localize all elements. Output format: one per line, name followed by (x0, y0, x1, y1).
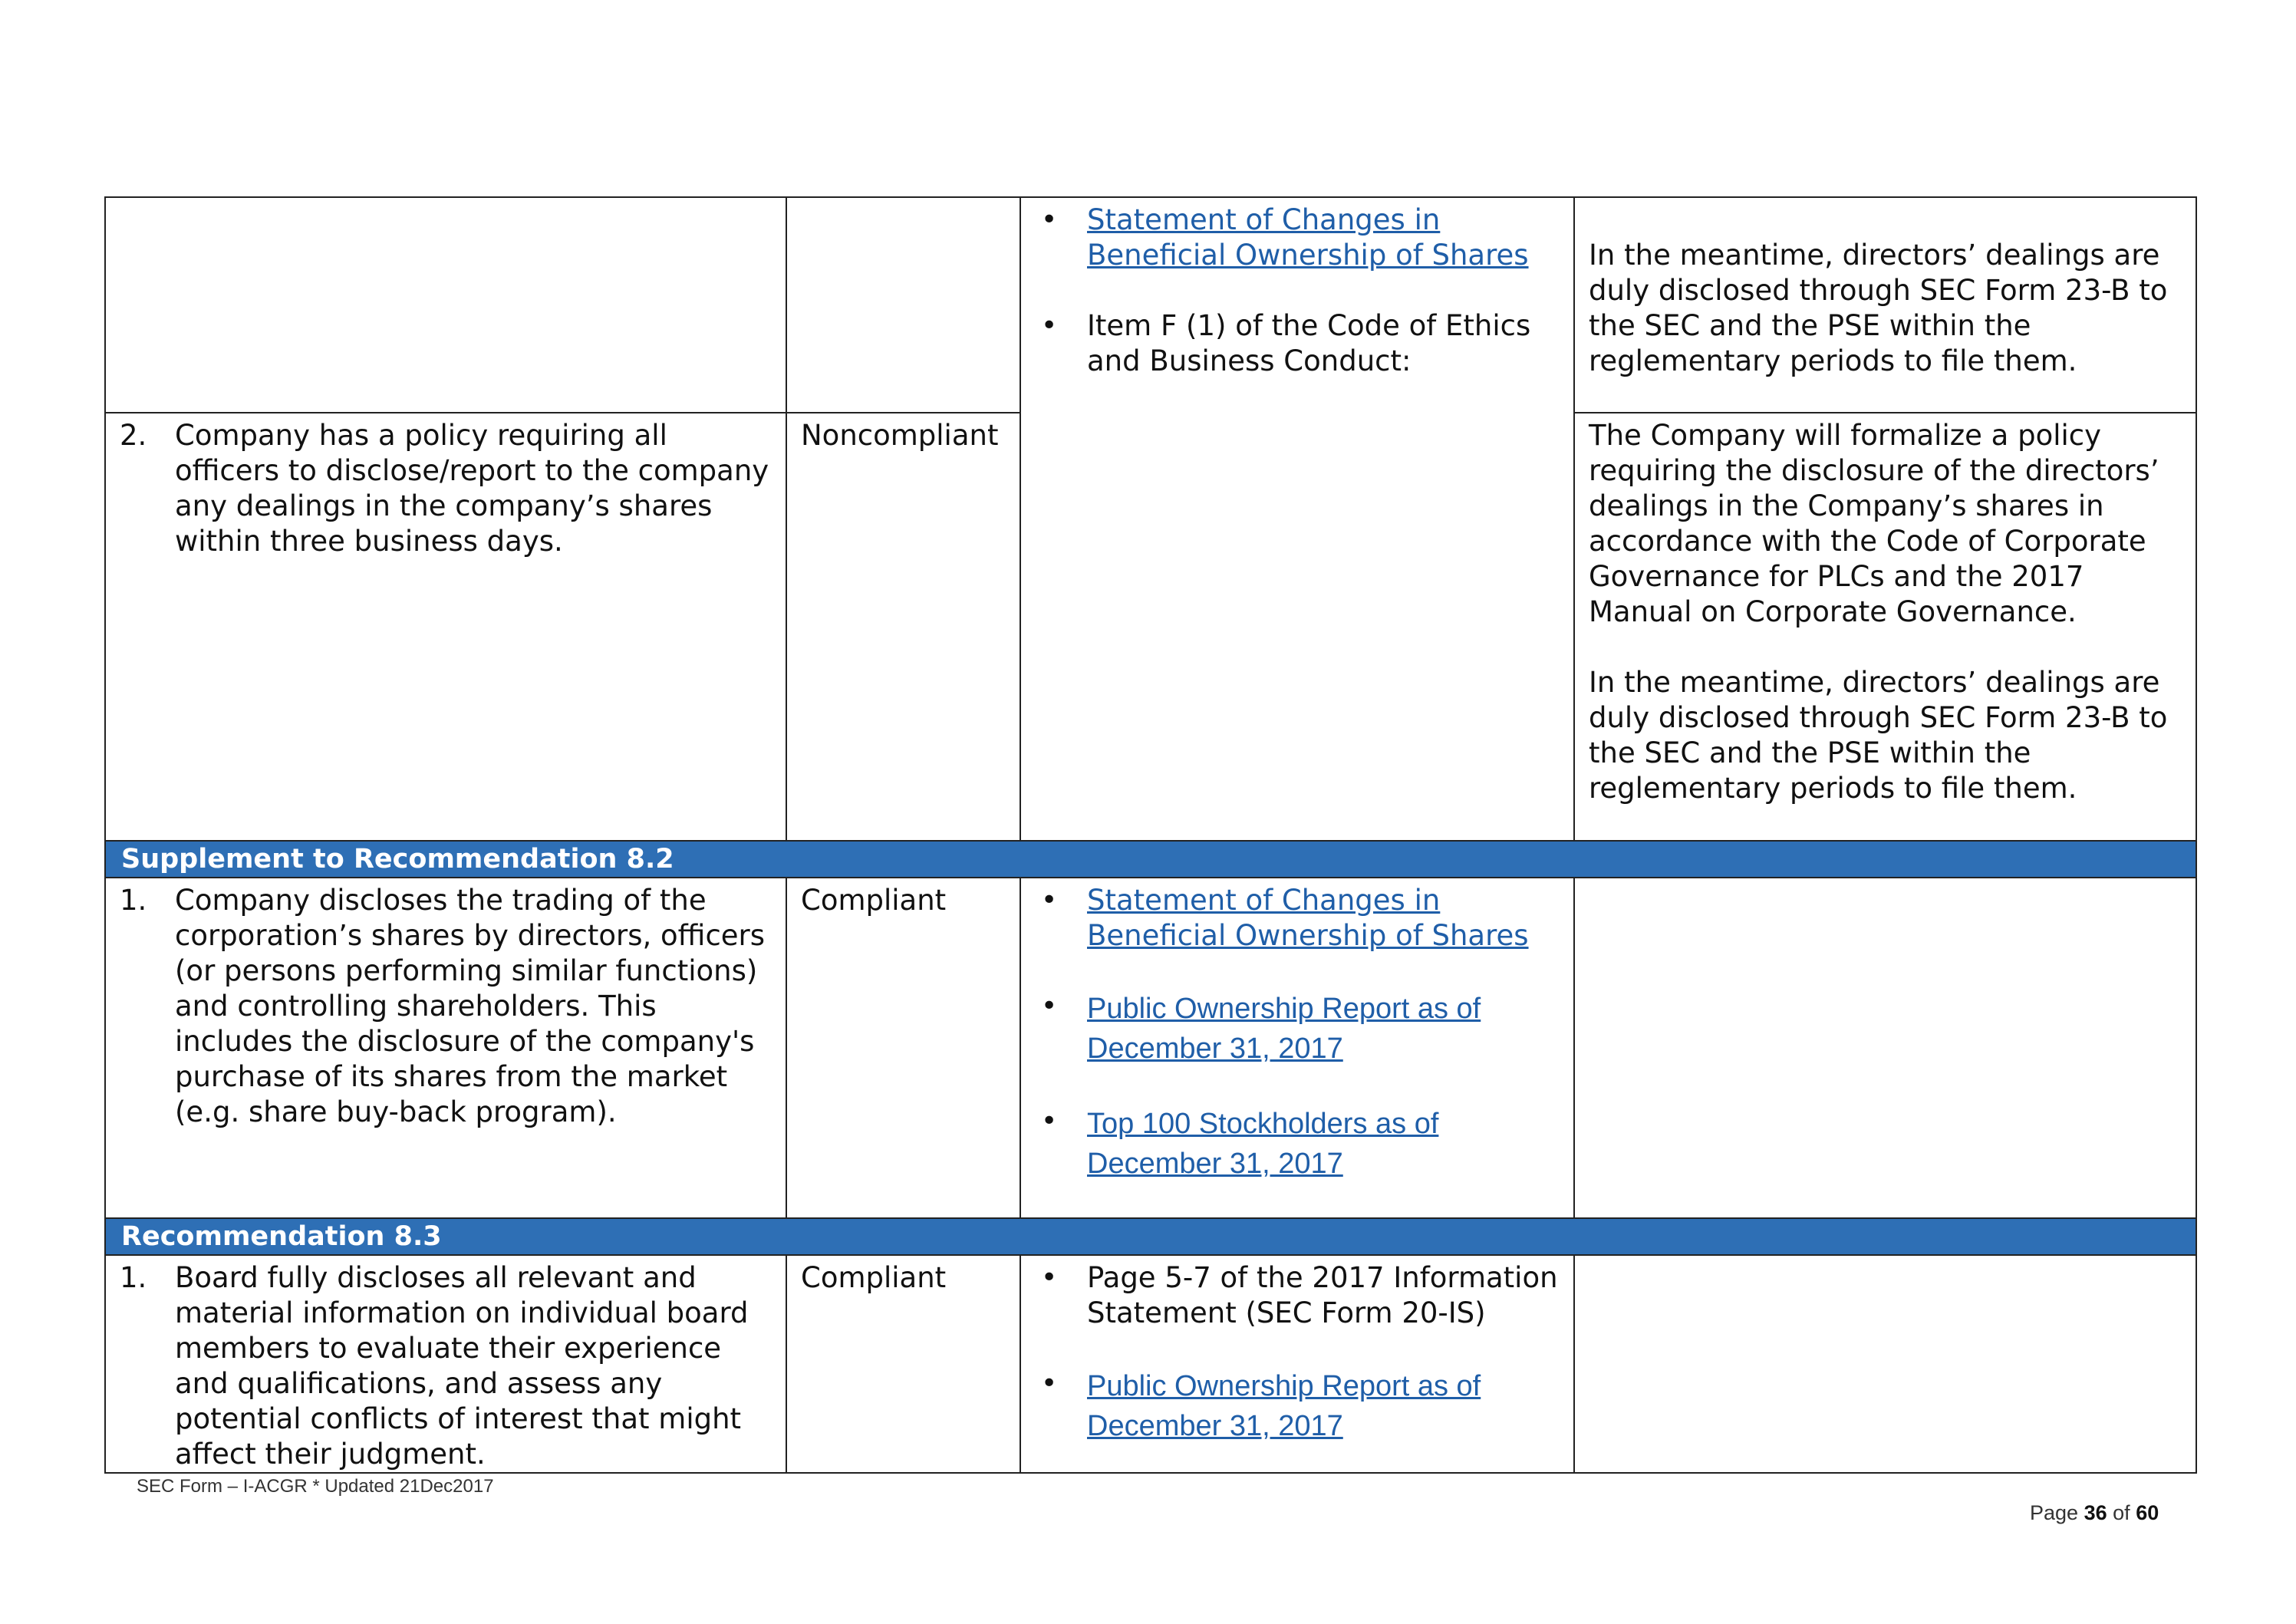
public-ownership-report-link[interactable]: Public Ownership Report as of December 31, 2017 (1087, 993, 1481, 1065)
cell-recommendation (105, 878, 786, 1218)
status-text: Compliant (801, 1261, 947, 1294)
list-item (1035, 308, 1560, 379)
section-header-row (105, 841, 2196, 878)
item-number: 1. (120, 1261, 147, 1294)
remarks-text: In the meantime, directors’ dealings are duly disclosed through SEC Form 23-B to the SEC and the PSE within the reglementary periods to file them. (1589, 666, 2168, 805)
cell-recommendation (105, 413, 786, 841)
status-text: Noncompliant (801, 419, 999, 452)
cell-explanation (1020, 1255, 1574, 1473)
reference-list (1035, 203, 1560, 379)
item-text: Company discloses the trading of the corporation’s shares by directors, officers (or persons performing similar functions) and controlling shareholders. This includes the disclosure of the company's purchase of its shares from the market (e.g. share buy-back program). (175, 884, 766, 1128)
remarks-text: The Company will formalize a policy requiring the disclosure of the directors’ dealings in the Company’s shares in accordance with the Code of Corporate Governance for PLCs and the 2017 Manual on Corporate Governance. (1589, 419, 2159, 628)
page-number (2030, 1501, 2159, 1525)
compliance-table (104, 196, 2197, 1474)
section-title: Supplement to Recommendation 8.2 (105, 841, 2196, 878)
beneficial-ownership-link[interactable]: Statement of Changes in Beneficial Ownership of Shares (1087, 884, 1529, 952)
section-header-row (105, 1218, 2196, 1255)
cell-explanation (1020, 878, 1574, 1218)
item-number: 1. (120, 884, 147, 917)
list-item (1035, 989, 1560, 1069)
list-item (1035, 203, 1560, 273)
list-item (1035, 1260, 1560, 1331)
cell-recommendation (105, 1255, 786, 1473)
reference-list (1035, 883, 1560, 1184)
page-total: 60 (2136, 1501, 2159, 1524)
list-item (1035, 1366, 1560, 1446)
remarks-text: In the meantime, directors’ dealings are duly disclosed through SEC Form 23-B to the SEC and the PSE within the reglementary periods to file them. (1589, 239, 2168, 377)
list-item (1035, 883, 1560, 954)
table-row (105, 197, 2196, 413)
cell-status (786, 413, 1020, 841)
item-text: Company has a policy requiring all officers to disclose/report to the company any dealings in the company’s shares within three business days. (175, 419, 769, 558)
cell-explanation (1020, 197, 1574, 841)
status-text: Compliant (801, 884, 947, 917)
cell-status (786, 878, 1020, 1218)
beneficial-ownership-link[interactable]: Statement of Changes in Beneficial Ownership of Shares (1087, 203, 1529, 272)
table-row (105, 1255, 2196, 1473)
item-text: Board fully discloses all relevant and material information on individual board members to evaluate their experience and qualifications, and assess any potential conflicts of interest that might affect their judgment. (175, 1261, 749, 1471)
reference-list (1035, 1260, 1560, 1446)
information-statement-reference: Page 5-7 of the 2017 Information Statement (SEC Form 20-IS) (1087, 1261, 1558, 1329)
page-current: 36 (2084, 1501, 2107, 1524)
page-word: Page (2030, 1501, 2079, 1524)
cell-status (786, 1255, 1020, 1473)
table-row (105, 878, 2196, 1218)
list-item (1035, 1104, 1560, 1184)
code-of-ethics-reference: Item F (1) of the Code of Ethics and Business Conduct: (1087, 309, 1531, 377)
cell-remarks (1574, 1255, 2196, 1473)
cell-remarks (1574, 197, 2196, 413)
section-title: Recommendation 8.3 (105, 1218, 2196, 1255)
cell-remarks (1574, 878, 2196, 1218)
form-footer: SEC Form – I-ACGR * Updated 21Dec2017 (137, 1476, 494, 1497)
public-ownership-report-link[interactable]: Public Ownership Report as of December 31, 2017 (1087, 1370, 1481, 1442)
cell-recommendation (105, 197, 786, 413)
cell-remarks (1574, 413, 2196, 841)
cell-status (786, 197, 1020, 413)
top-100-stockholders-link[interactable]: Top 100 Stockholders as of December 31, 2017 (1087, 1108, 1439, 1180)
item-number: 2. (120, 419, 147, 452)
page-of: of (2113, 1501, 2130, 1524)
